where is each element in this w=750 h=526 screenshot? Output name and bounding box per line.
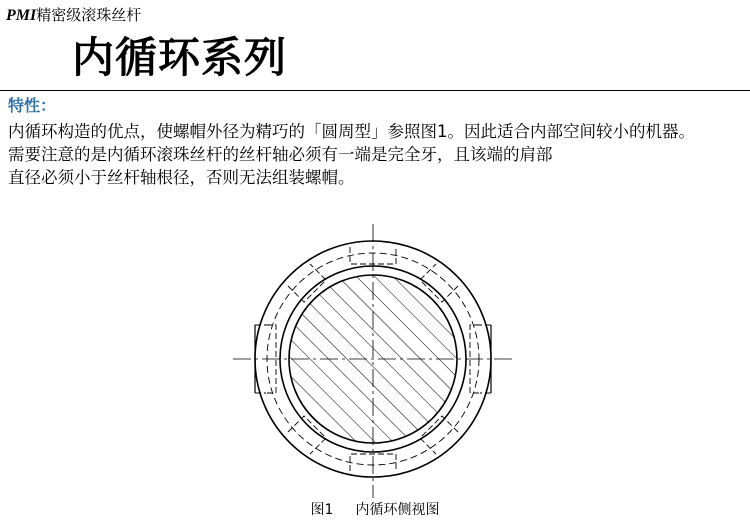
features-paragraph-3: 直径必须小于丝杆轴根径，否则无法组装螺帽。	[8, 168, 355, 187]
features-paragraph-2: 需要注意的是内循环滚珠丝杆的丝杆轴必须有一端是完全牙，且该端的肩部	[8, 145, 553, 164]
brand-logo: PMI	[6, 7, 37, 24]
header-brand	[6, 6, 141, 25]
figure-label: 图1	[310, 502, 334, 518]
figure-caption	[0, 501, 750, 519]
nut-cross-section-drawing	[228, 222, 518, 502]
features-body	[8, 120, 748, 189]
figure-caption-text: 内循环侧视图	[355, 502, 440, 518]
features-paragraph-1: 内循环构造的优点，使螺帽外径为精巧的「圆周型」参照图1。因此适合内部空间较小的机器。	[8, 122, 695, 141]
page-title: 内循环系列	[72, 33, 288, 82]
features-heading: 特性：	[8, 96, 57, 115]
brand-subtitle: 精密级滚珠丝杆	[36, 6, 142, 24]
title-divider	[0, 90, 750, 91]
nut-side-view-figure	[228, 222, 518, 502]
